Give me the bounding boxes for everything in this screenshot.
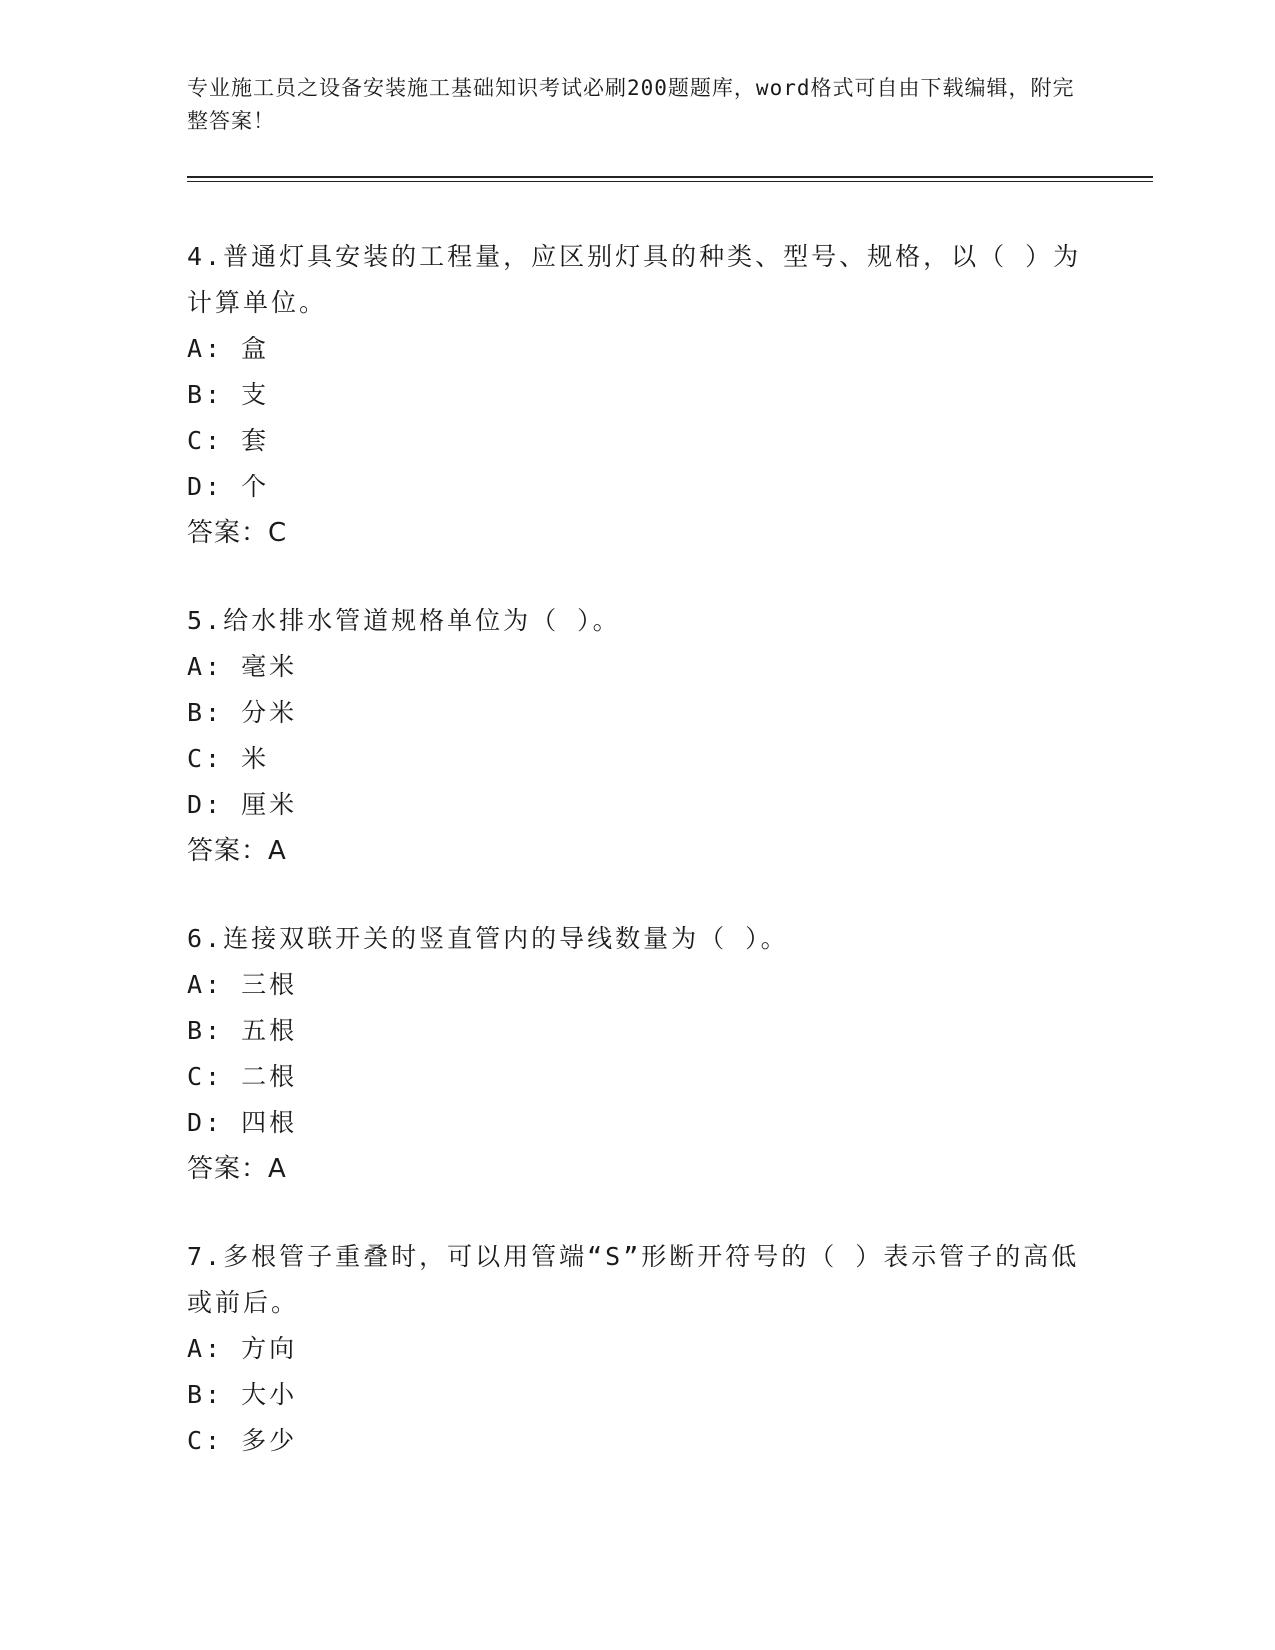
- document-header: 专业施工员之设备安装施工基础知识考试必刷200题题库，word格式可自由下载编辑，附完整答案！: [187, 76, 1075, 133]
- question-7: [187, 1234, 1087, 1464]
- option-a: A: 三根: [187, 970, 298, 999]
- question-text: 7.多根管子重叠时，可以用管端“S”形断开符号的（ ）表示管子的高低或前后。: [187, 1242, 1080, 1317]
- option-c: C: 套: [187, 426, 270, 455]
- question-5: [187, 598, 1087, 874]
- question-list: [187, 234, 1087, 1506]
- option-c: C: 米: [187, 744, 270, 773]
- question-6: [187, 916, 1087, 1192]
- question-text: 5.给水排水管道规格单位为（ ）。: [187, 606, 621, 635]
- option-b: B: 支: [187, 380, 270, 409]
- question-text: 6.连接双联开关的竖直管内的导线数量为（ ）。: [187, 924, 789, 953]
- answer: 答案：C: [187, 518, 288, 548]
- question-4: [187, 234, 1087, 556]
- option-a: A: 毫米: [187, 652, 298, 681]
- option-d: D: 四根: [187, 1108, 298, 1137]
- answer: 答案：A: [187, 836, 287, 866]
- option-b: B: 大小: [187, 1380, 298, 1409]
- option-d: D: 个: [187, 472, 270, 501]
- answer: 答案：A: [187, 1154, 287, 1184]
- question-text: 4.普通灯具安装的工程量，应区别灯具的种类、型号、规格，以（ ）为计算单位。: [187, 242, 1082, 317]
- option-a: A: 方向: [187, 1334, 298, 1363]
- option-d: D: 厘米: [187, 790, 298, 819]
- option-c: C: 二根: [187, 1062, 298, 1091]
- header-divider: [187, 176, 1153, 178]
- option-b: B: 分米: [187, 698, 298, 727]
- option-b: B: 五根: [187, 1016, 298, 1045]
- option-c: C: 多少: [187, 1426, 298, 1455]
- option-a: A: 盒: [187, 334, 270, 363]
- header-divider-thin: [187, 181, 1153, 182]
